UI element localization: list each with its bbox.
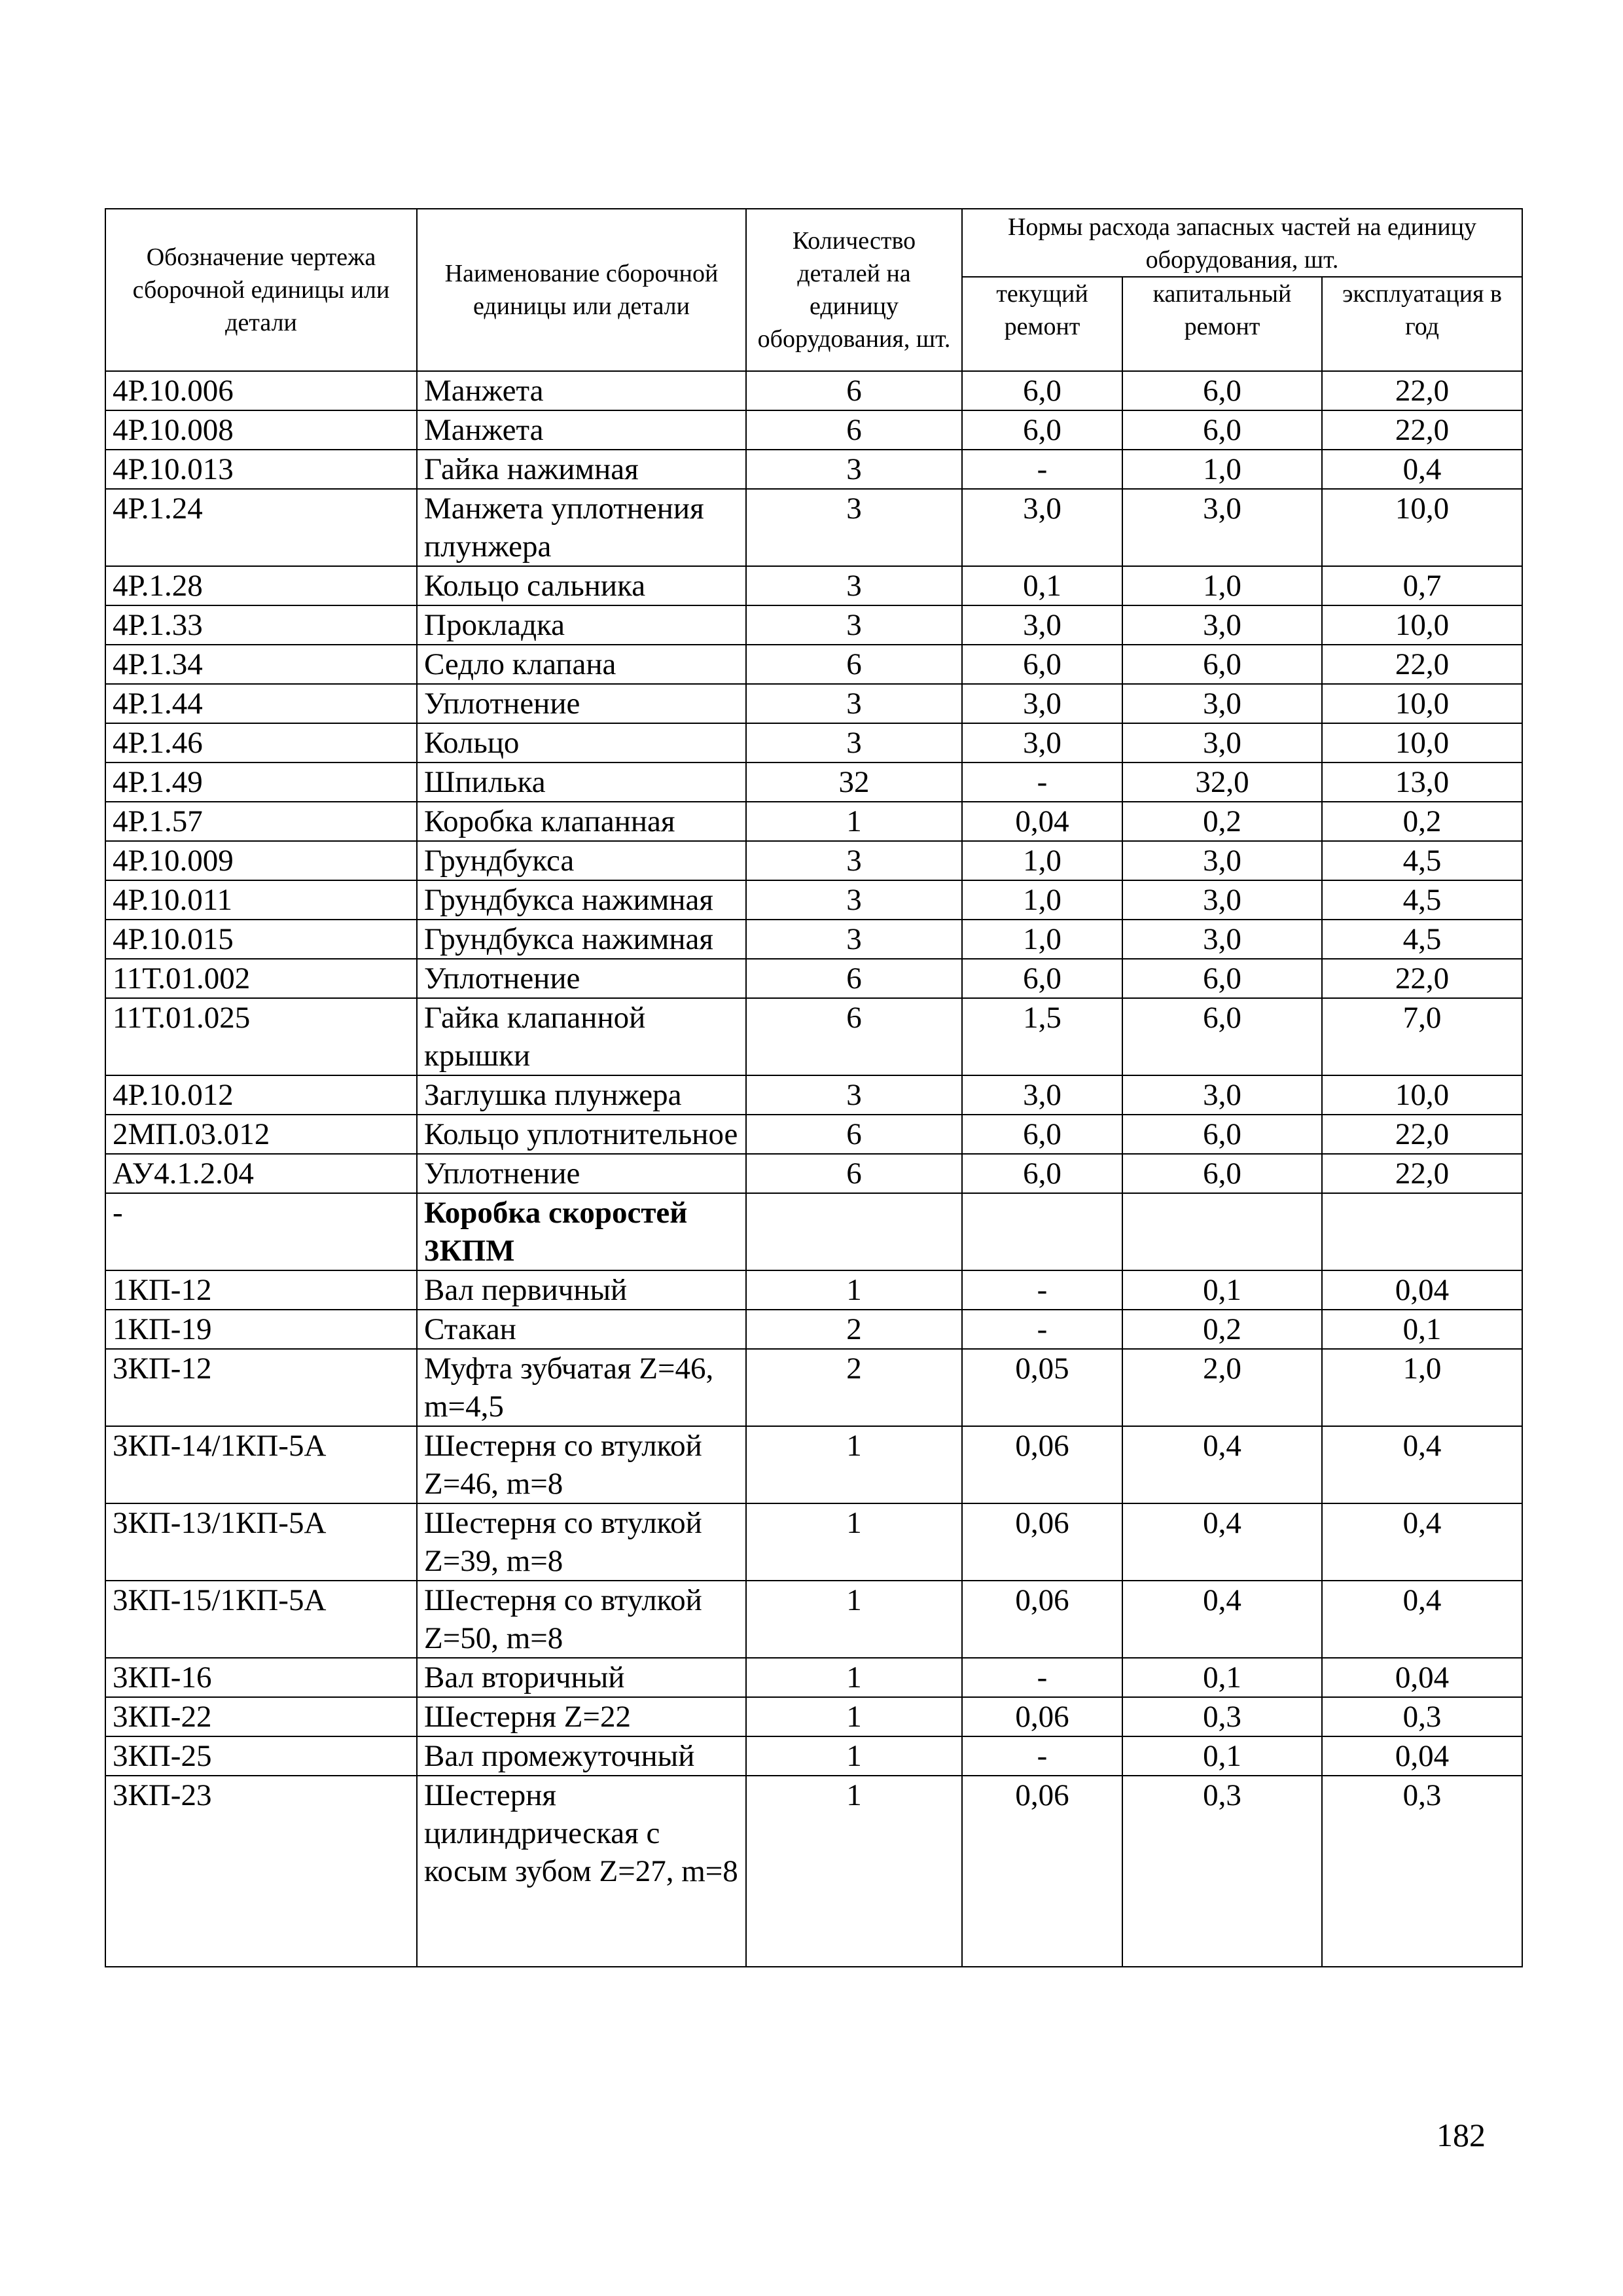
cell-capital-repair: 0,1 — [1122, 1658, 1322, 1697]
cell-exploitation: 22,0 — [1322, 410, 1522, 450]
cell-qty: 1 — [746, 1736, 962, 1776]
cell-exploitation: 0,7 — [1322, 566, 1522, 605]
header-code: Обозначение чертежа сборочной единицы или детали — [105, 209, 417, 371]
cell-qty: 3 — [746, 489, 962, 566]
cell-name: Шестерня цилиндрическая с косым зубом Z=27, m=8 — [417, 1776, 746, 1967]
cell-capital-repair: 3,0 — [1122, 605, 1322, 645]
cell-qty: 1 — [746, 1697, 962, 1736]
cell-current-repair: 6,0 — [962, 1115, 1122, 1154]
cell-qty: 6 — [746, 645, 962, 684]
cell-qty: 3 — [746, 880, 962, 920]
cell-exploitation: 0,2 — [1322, 802, 1522, 841]
cell-name: Уплотнение — [417, 1154, 746, 1193]
cell-qty: 1 — [746, 1270, 962, 1310]
cell-name: Коробка скоростей 3КПМ — [417, 1193, 746, 1270]
cell-capital-repair: 0,4 — [1122, 1503, 1322, 1581]
page-number: 182 — [1436, 2117, 1486, 2153]
cell-code: 4Р.1.28 — [105, 566, 417, 605]
cell-qty: 3 — [746, 450, 962, 489]
cell-name: Грундбукса нажимная — [417, 880, 746, 920]
cell-current-repair: 6,0 — [962, 1154, 1122, 1193]
cell-current-repair: 1,0 — [962, 920, 1122, 959]
table-row — [105, 371, 1522, 410]
cell-capital-repair: 3,0 — [1122, 723, 1322, 762]
cell-exploitation: 0,3 — [1322, 1776, 1522, 1967]
cell-exploitation: 22,0 — [1322, 645, 1522, 684]
cell-exploitation: 22,0 — [1322, 1115, 1522, 1154]
cell-code: 4Р.10.015 — [105, 920, 417, 959]
cell-exploitation: 4,5 — [1322, 841, 1522, 880]
cell-exploitation: 0,4 — [1322, 1503, 1522, 1581]
cell-capital-repair: 6,0 — [1122, 1115, 1322, 1154]
cell-code: 4Р.10.008 — [105, 410, 417, 450]
cell-capital-repair: 0,1 — [1122, 1270, 1322, 1310]
cell-current-repair: - — [962, 762, 1122, 802]
cell-name: Манжета — [417, 371, 746, 410]
cell-current-repair: - — [962, 1658, 1122, 1697]
header-current-repair: текущий ремонт — [962, 277, 1122, 371]
cell-qty: 6 — [746, 410, 962, 450]
cell-current-repair: - — [962, 1310, 1122, 1349]
section-row — [105, 1193, 1522, 1270]
header-capital-repair: капитальный ремонт — [1122, 277, 1322, 371]
cell-code: - — [105, 1193, 417, 1270]
cell-current-repair: 3,0 — [962, 1075, 1122, 1115]
cell-name: Уплотнение — [417, 684, 746, 723]
cell-current-repair: 0,06 — [962, 1776, 1122, 1967]
cell-current-repair: - — [962, 450, 1122, 489]
cell-qty: 6 — [746, 1115, 962, 1154]
cell-name: Стакан — [417, 1310, 746, 1349]
cell-exploitation: 22,0 — [1322, 1154, 1522, 1193]
cell-qty: 3 — [746, 684, 962, 723]
cell-qty: 1 — [746, 1581, 962, 1658]
cell-qty: 6 — [746, 998, 962, 1075]
table-row — [105, 410, 1522, 450]
cell-qty: 1 — [746, 1658, 962, 1697]
cell-current-repair: 6,0 — [962, 371, 1122, 410]
cell-capital-repair: 1,0 — [1122, 450, 1322, 489]
cell-current-repair: 0,04 — [962, 802, 1122, 841]
cell-capital-repair: 2,0 — [1122, 1349, 1322, 1426]
cell-qty: 6 — [746, 959, 962, 998]
cell-exploitation: 0,4 — [1322, 1426, 1522, 1503]
cell-code: 3КП-15/1КП-5А — [105, 1581, 417, 1658]
cell-code: 3КП-12 — [105, 1349, 417, 1426]
cell-current-repair: 1,5 — [962, 998, 1122, 1075]
cell-capital-repair: 0,2 — [1122, 802, 1322, 841]
cell-name: Вал первичный — [417, 1270, 746, 1310]
table-row — [105, 1270, 1522, 1310]
cell-code: 4Р.1.46 — [105, 723, 417, 762]
cell-name: Прокладка — [417, 605, 746, 645]
cell-name: Кольцо уплотнительное — [417, 1115, 746, 1154]
cell-name: Манжета — [417, 410, 746, 450]
cell-capital-repair: 6,0 — [1122, 959, 1322, 998]
table-row — [105, 1503, 1522, 1581]
table-row — [105, 1115, 1522, 1154]
cell-exploitation: 0,04 — [1322, 1658, 1522, 1697]
cell-current-repair: 1,0 — [962, 841, 1122, 880]
cell-current-repair: 6,0 — [962, 410, 1122, 450]
cell-code: 4Р.1.24 — [105, 489, 417, 566]
cell-code: 4Р.10.011 — [105, 880, 417, 920]
cell-name: Шестерня со втулкой Z=39, m=8 — [417, 1503, 746, 1581]
header-qty: Количество деталей на единицу оборудования, шт. — [746, 209, 962, 371]
cell-current-repair: 0,06 — [962, 1581, 1122, 1658]
cell-qty: 2 — [746, 1349, 962, 1426]
cell-capital-repair: 3,0 — [1122, 920, 1322, 959]
cell-exploitation: 0,4 — [1322, 1581, 1522, 1658]
table-row — [105, 1154, 1522, 1193]
cell-name: Манжета уплотнения плунжера — [417, 489, 746, 566]
cell-name: Грундбукса нажимная — [417, 920, 746, 959]
cell-exploitation: 0,04 — [1322, 1736, 1522, 1776]
table-row — [105, 1736, 1522, 1776]
cell-name: Уплотнение — [417, 959, 746, 998]
table-row — [105, 841, 1522, 880]
cell-exploitation: 0,04 — [1322, 1270, 1522, 1310]
table-row — [105, 762, 1522, 802]
cell-qty: 1 — [746, 1776, 962, 1967]
cell-qty: 3 — [746, 723, 962, 762]
cell-qty: 3 — [746, 1075, 962, 1115]
cell-capital-repair: 0,3 — [1122, 1776, 1322, 1967]
cell-capital-repair: 3,0 — [1122, 841, 1322, 880]
table-row — [105, 645, 1522, 684]
table-row — [105, 1349, 1522, 1426]
cell-qty: 3 — [746, 605, 962, 645]
table-row — [105, 489, 1522, 566]
cell-name: Шпилька — [417, 762, 746, 802]
cell-capital-repair: 6,0 — [1122, 998, 1322, 1075]
cell-current-repair: 3,0 — [962, 684, 1122, 723]
cell-name: Коробка клапанная — [417, 802, 746, 841]
cell-code: 3КП-16 — [105, 1658, 417, 1697]
spare-parts-sheet — [105, 208, 1522, 1967]
table-row — [105, 723, 1522, 762]
table-body — [105, 371, 1522, 1967]
cell-code: 1КП-12 — [105, 1270, 417, 1310]
table-row — [105, 920, 1522, 959]
cell-name: Кольцо — [417, 723, 746, 762]
cell-name: Вал вторичный — [417, 1658, 746, 1697]
table-row — [105, 1310, 1522, 1349]
header-exploitation: эксплуатация в год — [1322, 277, 1522, 371]
cell-exploitation: 0,3 — [1322, 1697, 1522, 1736]
cell-exploitation: 0,1 — [1322, 1310, 1522, 1349]
cell-capital-repair: 1,0 — [1122, 566, 1322, 605]
cell-capital-repair: 32,0 — [1122, 762, 1322, 802]
cell-qty: 1 — [746, 1426, 962, 1503]
table-row — [105, 1658, 1522, 1697]
spare-parts-table — [105, 208, 1523, 1967]
cell-qty: 3 — [746, 566, 962, 605]
cell-qty: 6 — [746, 371, 962, 410]
table-row — [105, 450, 1522, 489]
cell-capital-repair — [1122, 1193, 1322, 1270]
cell-code: 4Р.10.006 — [105, 371, 417, 410]
table-row — [105, 684, 1522, 723]
cell-exploitation: 1,0 — [1322, 1349, 1522, 1426]
table-row — [105, 1697, 1522, 1736]
cell-code: 3КП-22 — [105, 1697, 417, 1736]
cell-exploitation: 4,5 — [1322, 880, 1522, 920]
table-row — [105, 802, 1522, 841]
cell-exploitation: 0,4 — [1322, 450, 1522, 489]
cell-name: Вал промежуточный — [417, 1736, 746, 1776]
cell-code: 4Р.1.44 — [105, 684, 417, 723]
cell-capital-repair: 0,4 — [1122, 1581, 1322, 1658]
cell-code: 2МП.03.012 — [105, 1115, 417, 1154]
cell-capital-repair: 3,0 — [1122, 684, 1322, 723]
cell-qty: 1 — [746, 802, 962, 841]
cell-name: Заглушка плунжера — [417, 1075, 746, 1115]
cell-capital-repair: 6,0 — [1122, 1154, 1322, 1193]
cell-code: 4Р.10.012 — [105, 1075, 417, 1115]
table-row — [105, 1581, 1522, 1658]
cell-current-repair: 0,06 — [962, 1503, 1122, 1581]
cell-exploitation: 10,0 — [1322, 605, 1522, 645]
table-row — [105, 998, 1522, 1075]
cell-exploitation — [1322, 1193, 1522, 1270]
cell-code: 11Т.01.025 — [105, 998, 417, 1075]
table-row — [105, 605, 1522, 645]
cell-code: 3КП-23 — [105, 1776, 417, 1967]
cell-name: Шестерня со втулкой Z=50, m=8 — [417, 1581, 746, 1658]
cell-name: Шестерня со втулкой Z=46, m=8 — [417, 1426, 746, 1503]
cell-qty: 32 — [746, 762, 962, 802]
cell-code: 3КП-14/1КП-5А — [105, 1426, 417, 1503]
cell-current-repair: - — [962, 1736, 1122, 1776]
cell-capital-repair: 0,1 — [1122, 1736, 1322, 1776]
table-row — [105, 880, 1522, 920]
cell-capital-repair: 3,0 — [1122, 880, 1322, 920]
cell-qty: 3 — [746, 920, 962, 959]
cell-current-repair: 1,0 — [962, 880, 1122, 920]
cell-name: Муфта зубчатая Z=46, m=4,5 — [417, 1349, 746, 1426]
cell-exploitation: 13,0 — [1322, 762, 1522, 802]
cell-exploitation: 10,0 — [1322, 723, 1522, 762]
cell-code: АУ4.1.2.04 — [105, 1154, 417, 1193]
cell-code: 11Т.01.002 — [105, 959, 417, 998]
cell-current-repair: 3,0 — [962, 723, 1122, 762]
cell-code: 4Р.1.34 — [105, 645, 417, 684]
cell-exploitation: 22,0 — [1322, 371, 1522, 410]
cell-exploitation: 4,5 — [1322, 920, 1522, 959]
cell-exploitation: 7,0 — [1322, 998, 1522, 1075]
cell-capital-repair: 3,0 — [1122, 1075, 1322, 1115]
cell-code: 4Р.10.013 — [105, 450, 417, 489]
cell-current-repair: 0,05 — [962, 1349, 1122, 1426]
cell-qty: 1 — [746, 1503, 962, 1581]
cell-current-repair — [962, 1193, 1122, 1270]
cell-exploitation: 22,0 — [1322, 959, 1522, 998]
cell-capital-repair: 6,0 — [1122, 645, 1322, 684]
cell-capital-repair: 3,0 — [1122, 489, 1322, 566]
cell-current-repair: - — [962, 1270, 1122, 1310]
cell-capital-repair: 0,4 — [1122, 1426, 1322, 1503]
cell-capital-repair: 0,2 — [1122, 1310, 1322, 1349]
cell-qty: 3 — [746, 841, 962, 880]
cell-exploitation: 10,0 — [1322, 489, 1522, 566]
cell-code: 4Р.1.33 — [105, 605, 417, 645]
cell-code: 1КП-19 — [105, 1310, 417, 1349]
cell-code: 3КП-25 — [105, 1736, 417, 1776]
cell-current-repair: 0,06 — [962, 1426, 1122, 1503]
cell-qty: 6 — [746, 1154, 962, 1193]
cell-name: Гайка клапанной крышки — [417, 998, 746, 1075]
table-row — [105, 959, 1522, 998]
cell-name: Шестерня Z=22 — [417, 1697, 746, 1736]
cell-current-repair: 6,0 — [962, 959, 1122, 998]
cell-name: Грундбукса — [417, 841, 746, 880]
cell-name: Седло клапана — [417, 645, 746, 684]
table-row — [105, 1776, 1522, 1967]
cell-code: 4Р.10.009 — [105, 841, 417, 880]
cell-current-repair: 0,06 — [962, 1697, 1122, 1736]
header-name: Наименование сборочной единицы или детали — [417, 209, 746, 371]
cell-code: 3КП-13/1КП-5А — [105, 1503, 417, 1581]
table-row — [105, 1075, 1522, 1115]
cell-name: Гайка нажимная — [417, 450, 746, 489]
cell-exploitation: 10,0 — [1322, 684, 1522, 723]
cell-capital-repair: 0,3 — [1122, 1697, 1322, 1736]
header-norms: Нормы расхода запасных частей на единицу оборудования, шт. — [962, 209, 1522, 277]
cell-current-repair: 3,0 — [962, 489, 1122, 566]
cell-current-repair: 3,0 — [962, 605, 1122, 645]
cell-exploitation: 10,0 — [1322, 1075, 1522, 1115]
cell-current-repair: 0,1 — [962, 566, 1122, 605]
cell-name: Кольцо сальника — [417, 566, 746, 605]
table-header — [105, 209, 1522, 371]
cell-current-repair: 6,0 — [962, 645, 1122, 684]
cell-qty: 2 — [746, 1310, 962, 1349]
cell-qty — [746, 1193, 962, 1270]
cell-code: 4Р.1.49 — [105, 762, 417, 802]
table-row — [105, 1426, 1522, 1503]
cell-capital-repair: 6,0 — [1122, 371, 1322, 410]
cell-capital-repair: 6,0 — [1122, 410, 1322, 450]
cell-code: 4Р.1.57 — [105, 802, 417, 841]
table-row — [105, 566, 1522, 605]
